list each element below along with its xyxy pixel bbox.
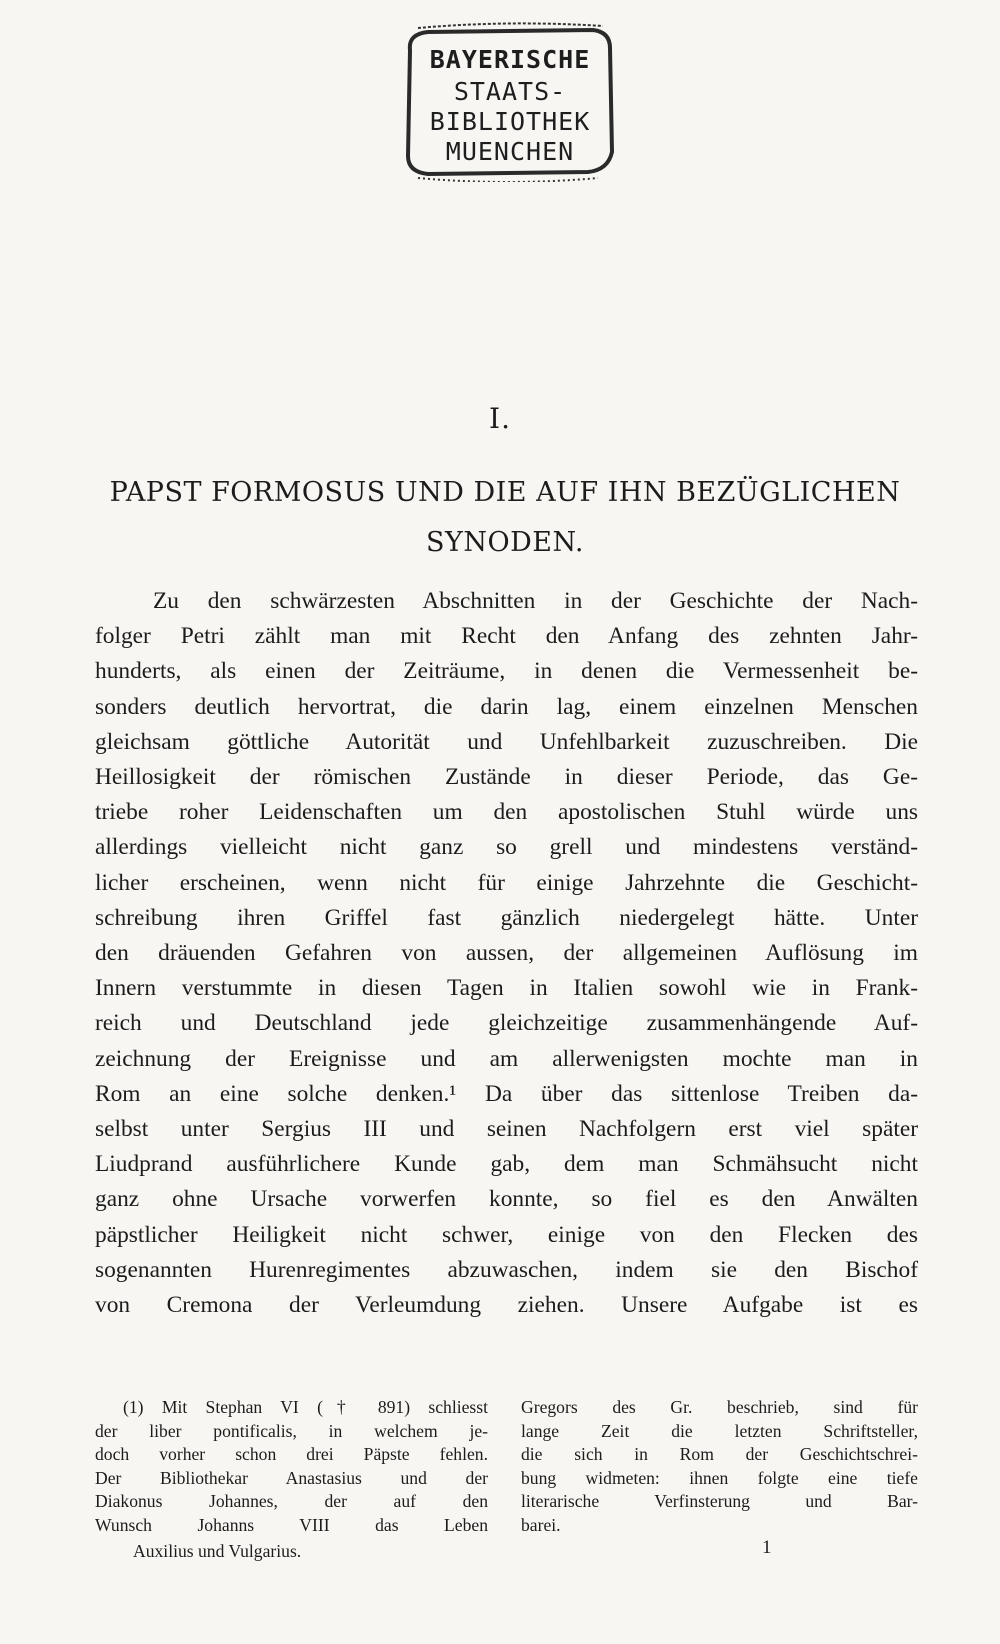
text-line: reich und Deutschland jede gleichzeitige zusammenhängende Auf- <box>95 1010 918 1037</box>
footnote-line: Diakonus Johannes, der auf den <box>95 1491 488 1512</box>
footnote-line: literarische Verfinsterung und Bar- <box>521 1491 918 1512</box>
text-line: Liudprand ausführlichere Kunde gab, dem man Schmähsucht nicht <box>95 1151 918 1178</box>
footnote-line: (1) Mit Stephan VI († 891) schliesst <box>123 1397 488 1417</box>
footnote-line: bung widmeten: ihnen folgte eine tiefe <box>521 1467 918 1488</box>
footnote-line: Der Bibliothekar Anastasius und der <box>95 1467 488 1488</box>
text-line: hunderts, als einen der Zeiträume, in denen die Vermessenheit be- <box>95 658 918 685</box>
text-line: selbst unter Sergius III und seinen Nachfolgern erst viel später <box>95 1116 918 1143</box>
text-line: zeichnung der Ereignisse und am allerwenigsten mochte man in <box>95 1045 918 1072</box>
footnote-line: der liber pontificalis, in welchem je- <box>95 1420 488 1441</box>
text-line: Heillosigkeit der römischen Zustände in dieser Periode, das Ge- <box>95 764 918 791</box>
footnote-line: die sich in Rom der Geschichtschrei- <box>521 1444 918 1465</box>
footnote-line: barei. <box>521 1514 561 1535</box>
text-line: sogenannten Hurenregimentes abzuwaschen, indem sie den Bischof <box>95 1256 918 1283</box>
chapter-title-line-2: SYNODEN. <box>426 527 584 558</box>
footnote-line: doch vorher schon drei Päpste fehlen. <box>95 1444 488 1465</box>
footnote-left-column <box>95 1396 488 1538</box>
chapter-number: I. <box>489 402 511 435</box>
text-line: ganz ohne Ursache vorwerfen konnte, so fiel es den Anwälten <box>95 1186 918 1213</box>
library-stamp <box>388 22 628 182</box>
footnote-line: lange Zeit die letzten Schriftsteller, <box>521 1420 918 1441</box>
stamp-line-1: BAYERISCHE <box>429 45 591 74</box>
text-line: Rom an eine solche denken.¹ Da über das sittenlose Treiben da- <box>95 1080 918 1107</box>
text-line: allerdings vielleicht nicht ganz so grell und mindestens verständ- <box>95 834 918 861</box>
printer-signature: Auxilius und Vulgarius. <box>133 1541 302 1561</box>
page-number: 1 <box>762 1537 772 1558</box>
chapter-title-line-1: PAPST FORMOSUS UND DIE AUF IHN BEZÜGLICHEN <box>109 477 901 508</box>
stamp-line-2: STAATS- <box>453 77 567 106</box>
footnote-line: Wunsch Johanns VIII das Leben <box>95 1514 488 1535</box>
text-line: den dräuenden Gefahren von aussen, der allgemeinen Auflösung im <box>95 940 918 967</box>
text-line: Zu den schwärzesten Abschnitten in der Geschichte der Nach- <box>153 588 918 614</box>
chapter-title <box>85 468 925 568</box>
text-line: schreibung ihren Griffel fast gänzlich niedergelegt hätte. Unter <box>95 904 918 931</box>
text-line: Innern verstummte in diesen Tagen in Italien sowohl wie in Frank- <box>95 975 918 1002</box>
text-line: licher erscheinen, wenn nicht für einige Jahrzehnte die Geschicht- <box>95 869 918 896</box>
footnote-line: Gregors des Gr. beschrieb, sind für <box>521 1397 918 1417</box>
text-line: triebe roher Leidenschaften um den apostolischen Stuhl würde uns <box>95 799 918 826</box>
text-line: sonders deutlich hervortrat, die darin lag, einem einzelnen Menschen <box>95 693 918 720</box>
text-line: gleichsam göttliche Autorität und Unfehlbarkeit zuzuschreiben. Die <box>95 728 918 755</box>
text-line: folger Petri zählt man mit Recht den Anfang des zehnten Jahr- <box>95 623 918 650</box>
stamp-line-4: MUENCHEN <box>445 137 575 166</box>
footnote-right-column <box>521 1396 918 1538</box>
text-line: von Cremona der Verleumdung ziehen. Unsere Aufgabe ist es <box>95 1292 918 1319</box>
body-paragraph <box>95 584 918 1323</box>
stamp-line-3: BIBLIOTHEK <box>429 107 591 136</box>
text-line: päpstlicher Heiligkeit nicht schwer, einige von den Flecken des <box>95 1221 918 1248</box>
